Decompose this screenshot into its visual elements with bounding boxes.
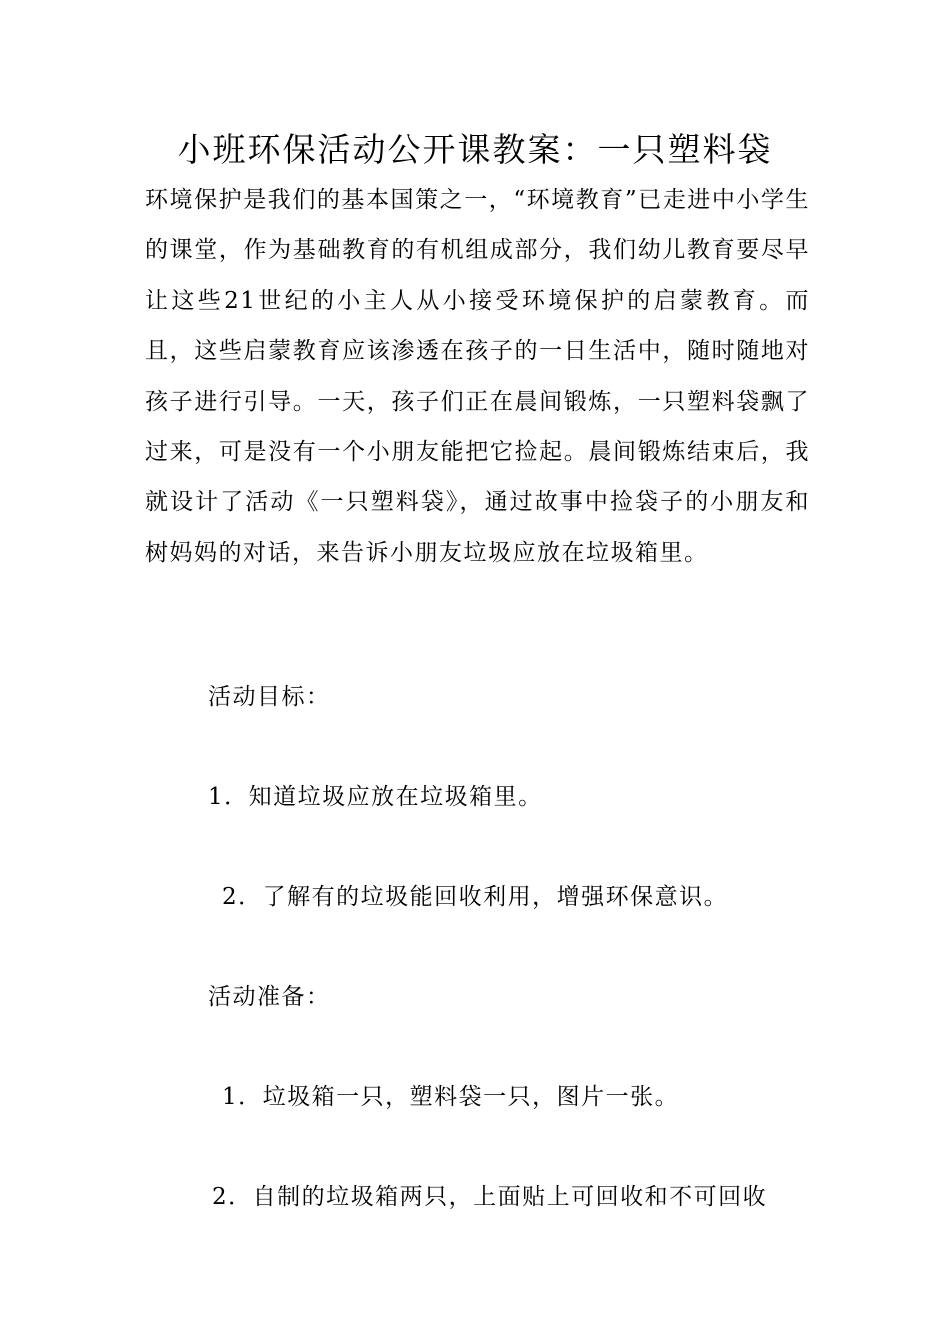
prep-item-2: 2．自制的垃圾箱两只，上面贴上可回收和不可回收 [212,1184,768,1210]
goal-item-2: 2．了解有的垃圾能回收利用，增强环保意识。 [222,884,729,910]
prep-heading: 活动准备： [208,984,331,1010]
prep-item-1: 1．垃圾箱一只，塑料袋一只，图片一张。 [222,1084,680,1110]
intro-paragraph: 环境保护是我们的基本国策之一，“环境教育”已走进中小学生的课堂，作为基础教育的有机组成部分，我们幼儿教育要尽早让这些21世纪的小主人从小接受环境保护的启蒙教育。而且，这些启蒙教育应该渗透在孩子的一日生活中，随时随地对孩子进行引导。一天，孩子们正在晨间锻炼，一只塑料袋飘了过来，可是没有一个小朋友能把它捡起。晨间锻炼结束后，我就设计了活动《一只塑料袋》，通过故事中捡袋子的小朋友和树妈妈的对话，来告诉小朋友垃圾应放在垃圾箱里。 [145,187,810,566]
goals-heading: 活动目标： [208,684,331,710]
goal-item-1: 1．知道垃圾应放在垃圾箱里。 [208,784,543,810]
document-title: 小班环保活动公开课教案：一只塑料袋 [177,130,773,169]
